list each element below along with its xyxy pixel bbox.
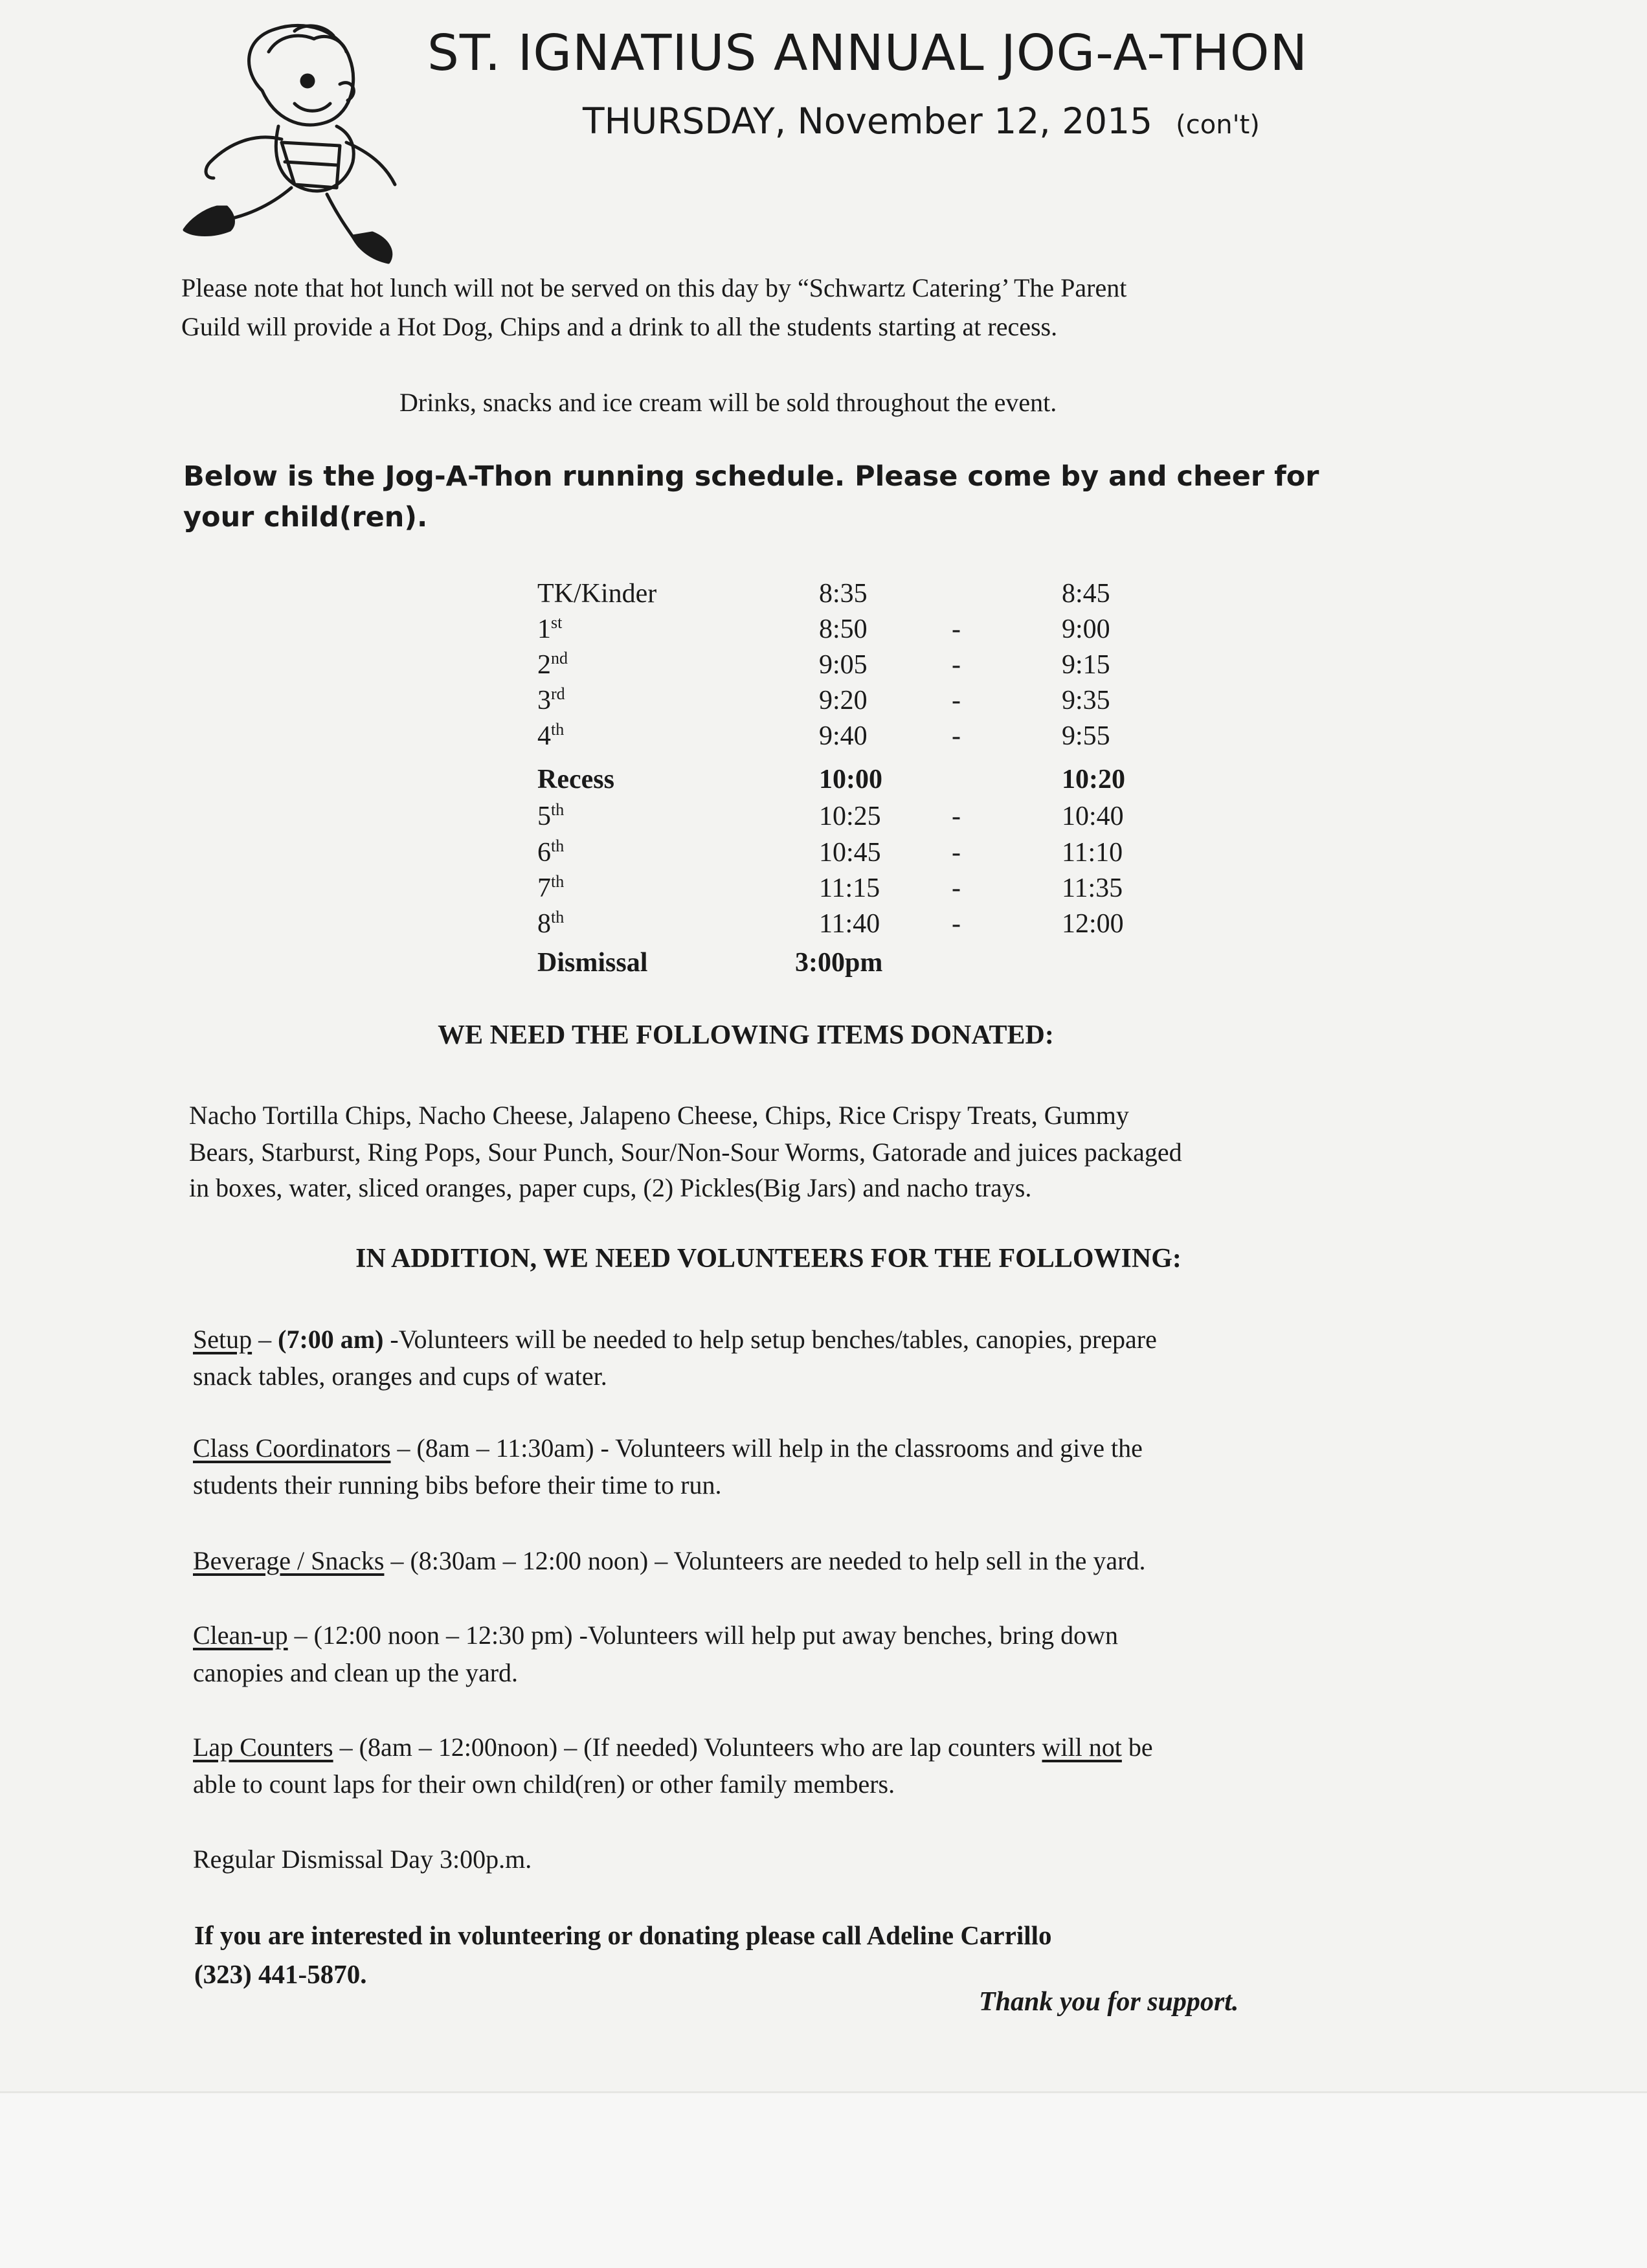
schedule-grade: [537, 614, 562, 645]
setup-entry: Setup – (7:00 am) -Volunteers will be needed to help setup benches/tables, canopies, prepare: [193, 1325, 1157, 1354]
class-coordinators-name: Class Coordinators: [193, 1433, 391, 1463]
thank-you-note: Thank you for support.: [979, 1987, 1239, 2017]
dismissal-note: Regular Dismissal Day 3:00p.m.: [193, 1845, 532, 1874]
schedule-grade-text: 6: [537, 838, 551, 868]
schedule-start-time: 3:00pm: [795, 948, 883, 978]
schedule-row: [0, 578, 1647, 614]
schedule-row: [0, 721, 1647, 757]
event-date: [583, 100, 1260, 142]
beverage-snacks-name: Beverage / Snacks: [193, 1546, 385, 1575]
schedule-dash: -: [952, 873, 961, 903]
running-boy-mascot-icon: [165, 13, 424, 285]
schedule-grade-text: 8: [537, 909, 551, 939]
schedule-row: [0, 649, 1647, 686]
schedule-grade-suffix: th: [551, 872, 565, 891]
schedule-end-time: 11:10: [1062, 838, 1123, 868]
schedule-grade-suffix: th: [551, 908, 565, 926]
schedule-grade-suffix: st: [551, 613, 563, 632]
schedule-intro-line-2: your child(ren).: [183, 501, 428, 533]
schedule-grade: [537, 578, 656, 609]
schedule-start-time: 10:25: [819, 802, 881, 831]
schedule-dash: -: [952, 909, 961, 939]
schedule-start-time: 11:15: [819, 873, 880, 903]
schedule-dash: -: [952, 838, 961, 868]
setup-desc-2: snack tables, oranges and cups of water.: [193, 1362, 607, 1391]
contact-line-2: (323) 441-5870.: [194, 1959, 367, 1989]
schedule-dash: -: [952, 650, 961, 680]
schedule-grade-suffix: rd: [551, 684, 565, 703]
setup-name: Setup: [193, 1325, 252, 1354]
schedule-row: [0, 873, 1647, 909]
schedule-grade-text: Recess: [537, 765, 614, 794]
beverage-snacks-desc: – (8:30am – 12:00 noon) – Volunteers are needed to help sell in the yard.: [384, 1546, 1146, 1575]
donations-line-1: Nacho Tortilla Chips, Nacho Cheese, Jalapeno Cheese, Chips, Rice Crispy Treats, Gummy: [189, 1101, 1129, 1130]
intro-line-2: Guild will provide a Hot Dog, Chips and a drink to all the students starting at recess.: [181, 312, 1058, 341]
schedule-dash: -: [952, 686, 961, 715]
schedule-grade: [537, 873, 564, 904]
schedule-grade-text: 2: [537, 650, 551, 680]
schedule-end-time: 11:35: [1062, 873, 1123, 903]
schedule-grade: [537, 721, 564, 752]
schedule-start-time: 9:20: [819, 686, 868, 715]
donations-line-3: in boxes, water, sliced oranges, paper cups, (2) Pickles(Big Jars) and nacho trays.: [189, 1173, 1032, 1202]
schedule-grade-text: 3: [537, 686, 551, 715]
donations-line-2: Bears, Starburst, Ring Pops, Sour Punch, Sour/Non-Sour Worms, Gatorade and juices packaged: [189, 1138, 1182, 1167]
continued-note: (con't): [1176, 110, 1260, 140]
schedule-grade-suffix: th: [551, 836, 565, 855]
lap-counters-name: Lap Counters: [193, 1733, 333, 1762]
schedule-grade-text: 5: [537, 802, 551, 831]
lap-counters-desc-1c: be: [1121, 1733, 1153, 1762]
schedule-grade: [537, 764, 614, 795]
schedule-end-time: 9:35: [1062, 686, 1110, 715]
flyer-title: ST. IGNATIUS ANNUAL JOG-A-THON: [427, 25, 1308, 82]
schedule-dash: -: [952, 614, 961, 644]
schedule-start-time: 10:45: [819, 838, 881, 868]
schedule-row: [0, 801, 1647, 837]
schedule-grade-text: 1: [537, 614, 551, 644]
schedule-end-time: 9:00: [1062, 614, 1110, 644]
setup-desc-1: -Volunteers will be needed to help setup benches/tables, canopies, prepare: [383, 1325, 1157, 1354]
cleanup-desc-1: – (12:00 noon – 12:30 pm) -Volunteers will help put away benches, bring down: [287, 1621, 1119, 1650]
schedule-grade-text: TK/Kinder: [537, 579, 657, 609]
schedule-grade-text: Dismissal: [537, 948, 648, 978]
lap-counters-desc-2: able to count laps for their own child(ren) or other family members.: [193, 1769, 895, 1799]
schedule-dash: -: [952, 721, 961, 751]
schedule-grade: [537, 837, 564, 868]
schedule-end-time: 9:55: [1062, 721, 1110, 751]
schedule-start-time: 9:40: [819, 721, 868, 751]
event-date-text: THURSDAY, November 12, 2015: [583, 100, 1153, 142]
class-coordinators-desc-1: – (8am – 11:30am) - Volunteers will help in the classrooms and give the: [390, 1433, 1143, 1463]
schedule-grade-suffix: th: [551, 800, 565, 819]
schedule-start-time: 9:05: [819, 650, 868, 680]
schedule-grade: [537, 801, 564, 832]
schedule-start-time: 11:40: [819, 909, 880, 939]
donations-heading: WE NEED THE FOLLOWING ITEMS DONATED:: [438, 1020, 1054, 1050]
lap-counters-will-not: will not: [1042, 1733, 1122, 1762]
schedule-row: [0, 908, 1647, 945]
setup-time: (7:00 am): [278, 1325, 384, 1354]
schedule-start-time: 10:00: [819, 765, 882, 794]
schedule-row: [0, 837, 1647, 873]
schedule-grade-text: 7: [537, 873, 551, 903]
intro-line-1: Please note that hot lunch will not be served on this day by “Schwartz Catering’ The Parent: [181, 273, 1127, 302]
cleanup-entry: [193, 1617, 1118, 1654]
schedule-grade: [537, 649, 568, 680]
lap-counters-desc-1a: – (8am – 12:00noon) – (If needed) Volunteers who are lap counters: [333, 1733, 1042, 1762]
schedule-end-time: 10:40: [1062, 802, 1124, 831]
snacks-note: Drinks, snacks and ice cream will be sold throughout the event.: [399, 388, 1057, 417]
scan-bottom-margin: [0, 2091, 1647, 2268]
schedule-start-time: 8:50: [819, 614, 868, 644]
schedule-row: [0, 614, 1647, 650]
contact-line-1: If you are interested in volunteering or donating please call Adeline Carrillo: [194, 1920, 1052, 1950]
schedule-row: [0, 685, 1647, 721]
lap-counters-entry: [193, 1729, 1153, 1766]
schedule-end-time: 8:45: [1062, 579, 1110, 609]
schedule-row: [0, 764, 1647, 800]
schedule-end-time: 12:00: [1062, 909, 1124, 939]
schedule-dash: -: [952, 802, 961, 831]
cleanup-name: Clean-up: [193, 1621, 288, 1650]
schedule-end-time: 10:20: [1062, 765, 1125, 794]
schedule-row: [0, 947, 1647, 983]
class-coordinators-entry: [193, 1430, 1143, 1467]
schedule-end-time: 9:15: [1062, 650, 1110, 680]
cleanup-desc-2: canopies and clean up the yard.: [193, 1658, 519, 1687]
schedule-grade-text: 4: [537, 721, 551, 751]
schedule-grade-suffix: th: [551, 720, 565, 739]
schedule-grade: [537, 685, 565, 716]
schedule-intro-line-1: Below is the Jog-A-Thon running schedule. Please come by and cheer for: [183, 460, 1319, 493]
schedule-grade-suffix: nd: [551, 649, 568, 668]
volunteers-heading: IN ADDITION, WE NEED VOLUNTEERS FOR THE FOLLOWING:: [355, 1244, 1182, 1274]
schedule-start-time: 8:35: [819, 579, 868, 609]
schedule-grade: [537, 947, 647, 978]
schedule-grade: [537, 908, 564, 939]
beverage-snacks-entry: [193, 1542, 1146, 1580]
class-coordinators-desc-2: students their running bibs before their time to run.: [193, 1470, 722, 1499]
